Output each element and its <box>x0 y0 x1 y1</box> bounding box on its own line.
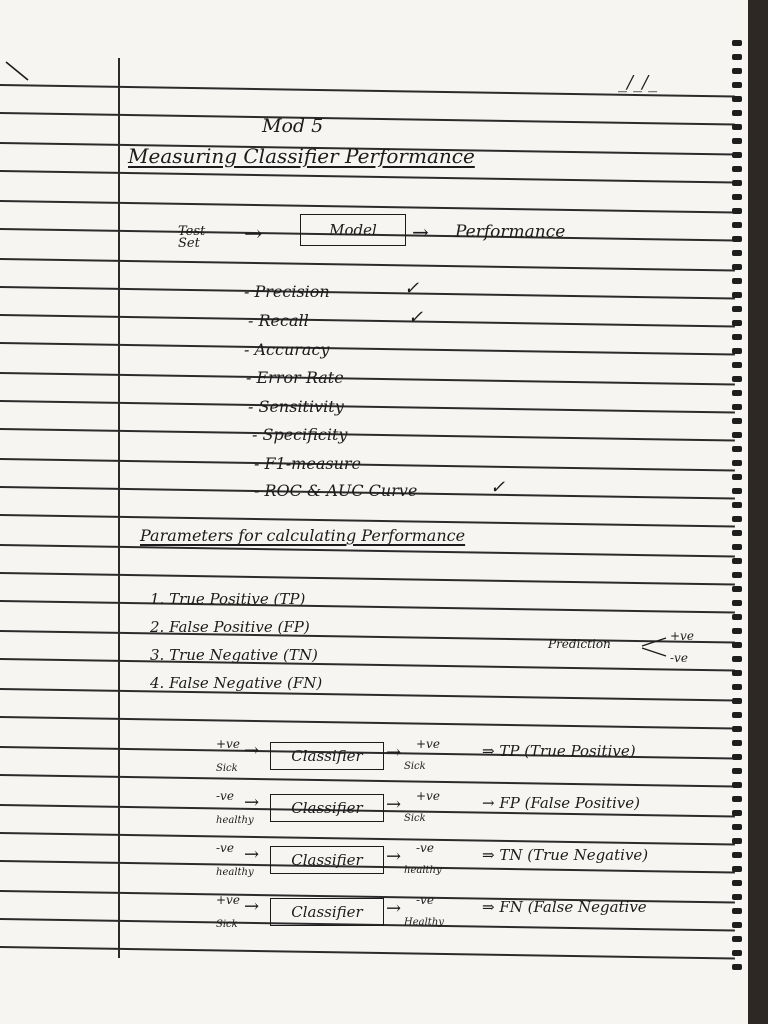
metric-item: - ROC & AUC Curve <box>254 481 418 500</box>
spiral-ring <box>732 96 742 102</box>
rule-line <box>0 630 735 643</box>
spiral-ring <box>732 208 742 214</box>
output-label: Sick <box>404 761 426 772</box>
rule-line <box>0 112 735 125</box>
rule-line <box>0 170 735 183</box>
spiral-ring <box>732 754 742 760</box>
prediction-branch <box>640 632 670 662</box>
rule-line <box>0 572 735 585</box>
flow-arrow-2: → <box>412 220 429 244</box>
metric-item: - Specificity <box>252 425 348 444</box>
spiral-ring <box>732 334 742 340</box>
output-arrow: → <box>386 742 402 763</box>
rule-line <box>0 397 735 416</box>
spiral-ring <box>732 474 742 480</box>
classifier-box: Classifier <box>270 794 384 822</box>
spiral-ring <box>732 432 742 438</box>
spiral-ring <box>732 572 742 578</box>
classifier-box: Classifier <box>270 742 384 770</box>
input-arrow: → <box>244 792 260 813</box>
param-item: 1. True Positive (TP) <box>150 590 306 608</box>
rule-line <box>0 342 735 355</box>
spiral-ring <box>732 222 742 228</box>
input-label: healthy <box>216 867 254 878</box>
rule-line <box>0 454 735 473</box>
input-sign: +ve <box>216 893 240 907</box>
spiral-ring <box>732 404 742 410</box>
spiral-ring <box>732 460 742 466</box>
spiral-ring <box>732 614 742 620</box>
spiral-ring <box>732 586 742 592</box>
spiral-ring <box>732 852 742 858</box>
spiral-ring <box>732 110 742 116</box>
rule-line <box>0 600 735 613</box>
output-label: Healthy <box>404 917 444 928</box>
spiral-ring <box>732 376 742 382</box>
rule-line <box>0 658 735 671</box>
spiral-ring <box>732 796 742 802</box>
input-sign: -ve <box>216 789 234 803</box>
output-sign: -ve <box>416 841 434 855</box>
spiral-ring <box>732 838 742 844</box>
input-arrow: → <box>244 896 260 917</box>
spiral-ring <box>732 236 742 242</box>
spiral-ring <box>732 194 742 200</box>
input-arrow: → <box>244 740 260 761</box>
spiral-ring <box>732 488 742 494</box>
spiral-ring <box>732 530 742 536</box>
performance-label: Performance <box>455 222 566 242</box>
spiral-ring <box>732 40 742 46</box>
spiral-ring <box>732 824 742 830</box>
spiral-ring <box>732 740 742 746</box>
metric-item: - Recall <box>248 311 309 330</box>
param-item: 2. False Positive (FP) <box>150 618 310 636</box>
spiral-ring <box>732 264 742 270</box>
date-field: _/_/_ <box>618 72 658 93</box>
prediction-label: Prediction <box>548 637 611 651</box>
spiral-ring <box>732 362 742 368</box>
spiral-ring <box>732 922 742 928</box>
rule-line <box>0 311 735 330</box>
rule-line <box>0 368 735 387</box>
spiral-ring <box>732 908 742 914</box>
metric-item: - Accuracy <box>244 340 330 359</box>
spiral-ring <box>732 880 742 886</box>
spiral-ring <box>732 390 742 396</box>
param-item: 4. False Negative (FN) <box>150 674 323 692</box>
spiral-ring <box>732 138 742 144</box>
params-title: Parameters for calculating Performance <box>140 526 466 545</box>
rule-line <box>0 258 735 271</box>
metric-item: - Sensitivity <box>248 397 344 416</box>
module-heading: Mod 5 <box>262 115 324 137</box>
spiral-ring <box>732 502 742 508</box>
input-label: Sick <box>216 919 238 930</box>
output-arrow: → <box>386 898 402 919</box>
output-sign: -ve <box>416 893 434 907</box>
result-label: → FP (False Positive) <box>482 794 640 812</box>
test-set-label: Test Set <box>178 224 206 251</box>
output-sign: +ve <box>416 789 440 803</box>
spiral-ring <box>732 866 742 872</box>
spiral-ring <box>732 950 742 956</box>
metric-item: - Precision <box>244 282 330 301</box>
spiral-ring <box>732 712 742 718</box>
spiral-ring <box>732 726 742 732</box>
rule-line <box>0 425 735 444</box>
spiral-ring <box>732 936 742 942</box>
metric-item: - Error Rate <box>246 368 344 387</box>
prediction-negative: -ve <box>670 651 688 665</box>
tick-mark: ✓ <box>490 477 506 498</box>
spiral-ring <box>732 600 742 606</box>
spiral-ring <box>732 54 742 60</box>
spiral-ring <box>732 894 742 900</box>
rule-line <box>0 774 735 787</box>
output-arrow: → <box>386 794 402 815</box>
tick-mark: ✓ <box>404 278 420 299</box>
rule-line <box>0 688 735 701</box>
output-label: healthy <box>404 865 442 876</box>
spiral-ring <box>732 152 742 158</box>
spiral-ring <box>732 628 742 634</box>
spiral-ring <box>732 684 742 690</box>
spiral-ring <box>732 166 742 172</box>
model-box: Model <box>300 214 406 246</box>
output-label: Sick <box>404 813 426 824</box>
input-sign: +ve <box>216 737 240 751</box>
input-sign: -ve <box>216 841 234 855</box>
rule-line <box>0 200 735 213</box>
spiral-ring <box>732 558 742 564</box>
spiral-binding <box>728 40 748 980</box>
page-title: Measuring Classifier Performance <box>128 144 475 168</box>
spiral-ring <box>732 544 742 550</box>
spiral-ring <box>732 810 742 816</box>
classifier-box: Classifier <box>270 846 384 874</box>
prediction-positive: +ve <box>670 629 694 643</box>
spiral-ring <box>732 670 742 676</box>
spiral-ring <box>732 446 742 452</box>
output-arrow: → <box>386 846 402 867</box>
background-edge <box>748 0 768 1024</box>
spiral-ring <box>732 418 742 424</box>
rule-line <box>0 832 735 845</box>
spiral-ring <box>732 68 742 74</box>
spiral-ring <box>732 964 742 970</box>
margin-line <box>118 58 120 958</box>
spiral-ring <box>732 82 742 88</box>
spiral-ring <box>732 124 742 130</box>
input-label: healthy <box>216 815 254 826</box>
param-item: 3. True Negative (TN) <box>150 646 318 664</box>
spiral-ring <box>732 320 742 326</box>
rule-line <box>0 544 735 557</box>
spiral-ring <box>732 180 742 186</box>
spiral-ring <box>732 292 742 298</box>
metric-item: - F1-measure <box>254 454 361 473</box>
input-label: Sick <box>216 763 238 774</box>
spiral-ring <box>732 698 742 704</box>
spiral-ring <box>732 348 742 354</box>
output-sign: +ve <box>416 737 440 751</box>
tick-mark: ✓ <box>408 307 424 328</box>
rule-line <box>0 282 735 301</box>
rule-line <box>0 946 735 959</box>
result-label: ⇒ TN (True Negative) <box>482 846 649 864</box>
spiral-ring <box>732 768 742 774</box>
input-arrow: → <box>244 844 260 865</box>
spiral-ring <box>732 782 742 788</box>
classifier-box: Classifier <box>270 898 384 926</box>
spiral-ring <box>732 642 742 648</box>
result-label: ⇒ TP (True Positive) <box>482 742 636 760</box>
result-label: ⇒ FN (False Negative <box>482 898 647 916</box>
spiral-ring <box>732 516 742 522</box>
spiral-ring <box>732 278 742 284</box>
rule-line <box>0 716 735 729</box>
spiral-ring <box>732 250 742 256</box>
flow-arrow-1: → <box>244 222 263 247</box>
corner-mark <box>4 60 30 82</box>
spiral-ring <box>732 306 742 312</box>
spiral-ring <box>732 656 742 662</box>
